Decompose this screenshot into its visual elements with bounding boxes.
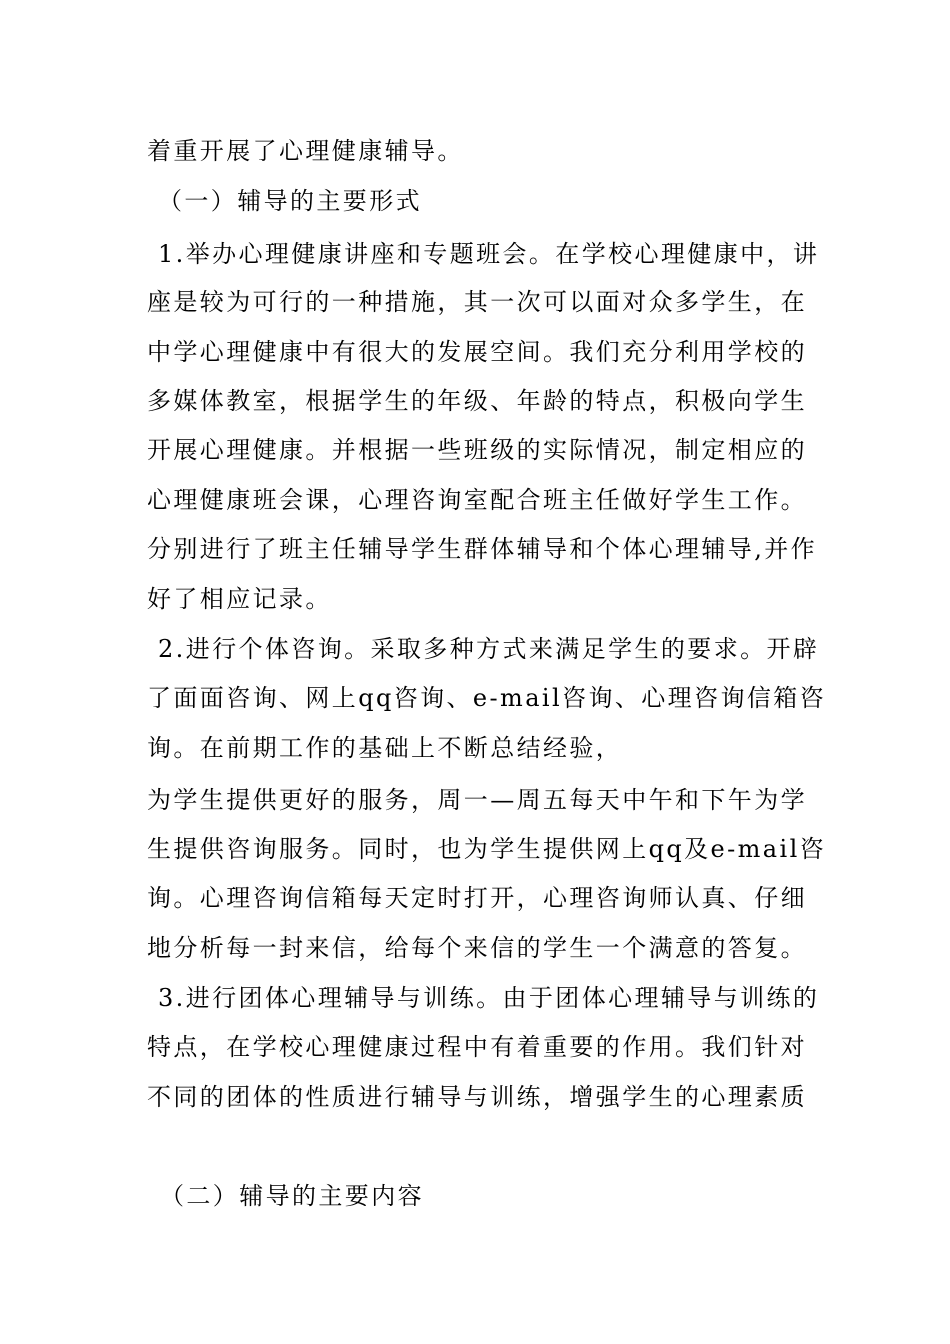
section-heading-forms: （一）辅导的主要形式 [158,187,422,215]
section-heading-content: （二）辅导的主要内容 [160,1182,424,1210]
paragraph-line: 中学心理健康中有很大的发展空间。我们充分利用学校的 [147,338,807,366]
paragraph-line: 询。在前期工作的基础上不断总结经验， [147,734,623,762]
paragraph-line: 了面面咨询、网上qq咨询、e-mail咨询、心理咨询信箱咨 [147,684,827,712]
paragraph-line: 多媒体教室，根据学生的年级、年龄的特点，积极向学生 [147,387,807,415]
paragraph-line: 好了相应记录。 [147,585,332,613]
paragraph-line: 特点，在学校心理健康过程中有着重要的作用。我们针对 [147,1033,807,1061]
paragraph-line: 心理健康班会课，心理咨询室配合班主任做好学生工作。 [147,486,807,514]
paragraph-line: 2.进行个体咨询。采取多种方式来满足学生的要求。开辟 [158,635,820,663]
paragraph-line: 不同的团体的性质进行辅导与训练，增强学生的心理素质 [147,1083,807,1111]
paragraph-line: 分别进行了班主任辅导学生群体辅导和个体心理辅导,并作 [147,535,818,563]
paragraph-line: 生提供咨询服务。同时，也为学生提供网上qq及e-mail咨 [147,835,827,863]
paragraph-line: 询。心理咨询信箱每天定时打开，心理咨询师认真、仔细 [147,884,807,912]
paragraph-line: 着重开展了心理健康辅导。 [147,137,464,165]
paragraph-line: 开展心理健康。并根据一些班级的实际情况，制定相应的 [147,436,807,464]
paragraph-line: 座是较为可行的一种措施，其一次可以面对众多学生，在 [147,288,807,316]
paragraph-line: 为学生提供更好的服务，周一—周五每天中午和下午为学 [147,786,807,814]
paragraph-line: 地分析每一封来信，给每个来信的学生一个满意的答复。 [147,934,807,962]
paragraph-line: 1.举办心理健康讲座和专题班会。在学校心理健康中，讲 [158,240,820,268]
paragraph-line: 3.进行团体心理辅导与训练。由于团体心理辅导与训练的 [158,984,820,1012]
